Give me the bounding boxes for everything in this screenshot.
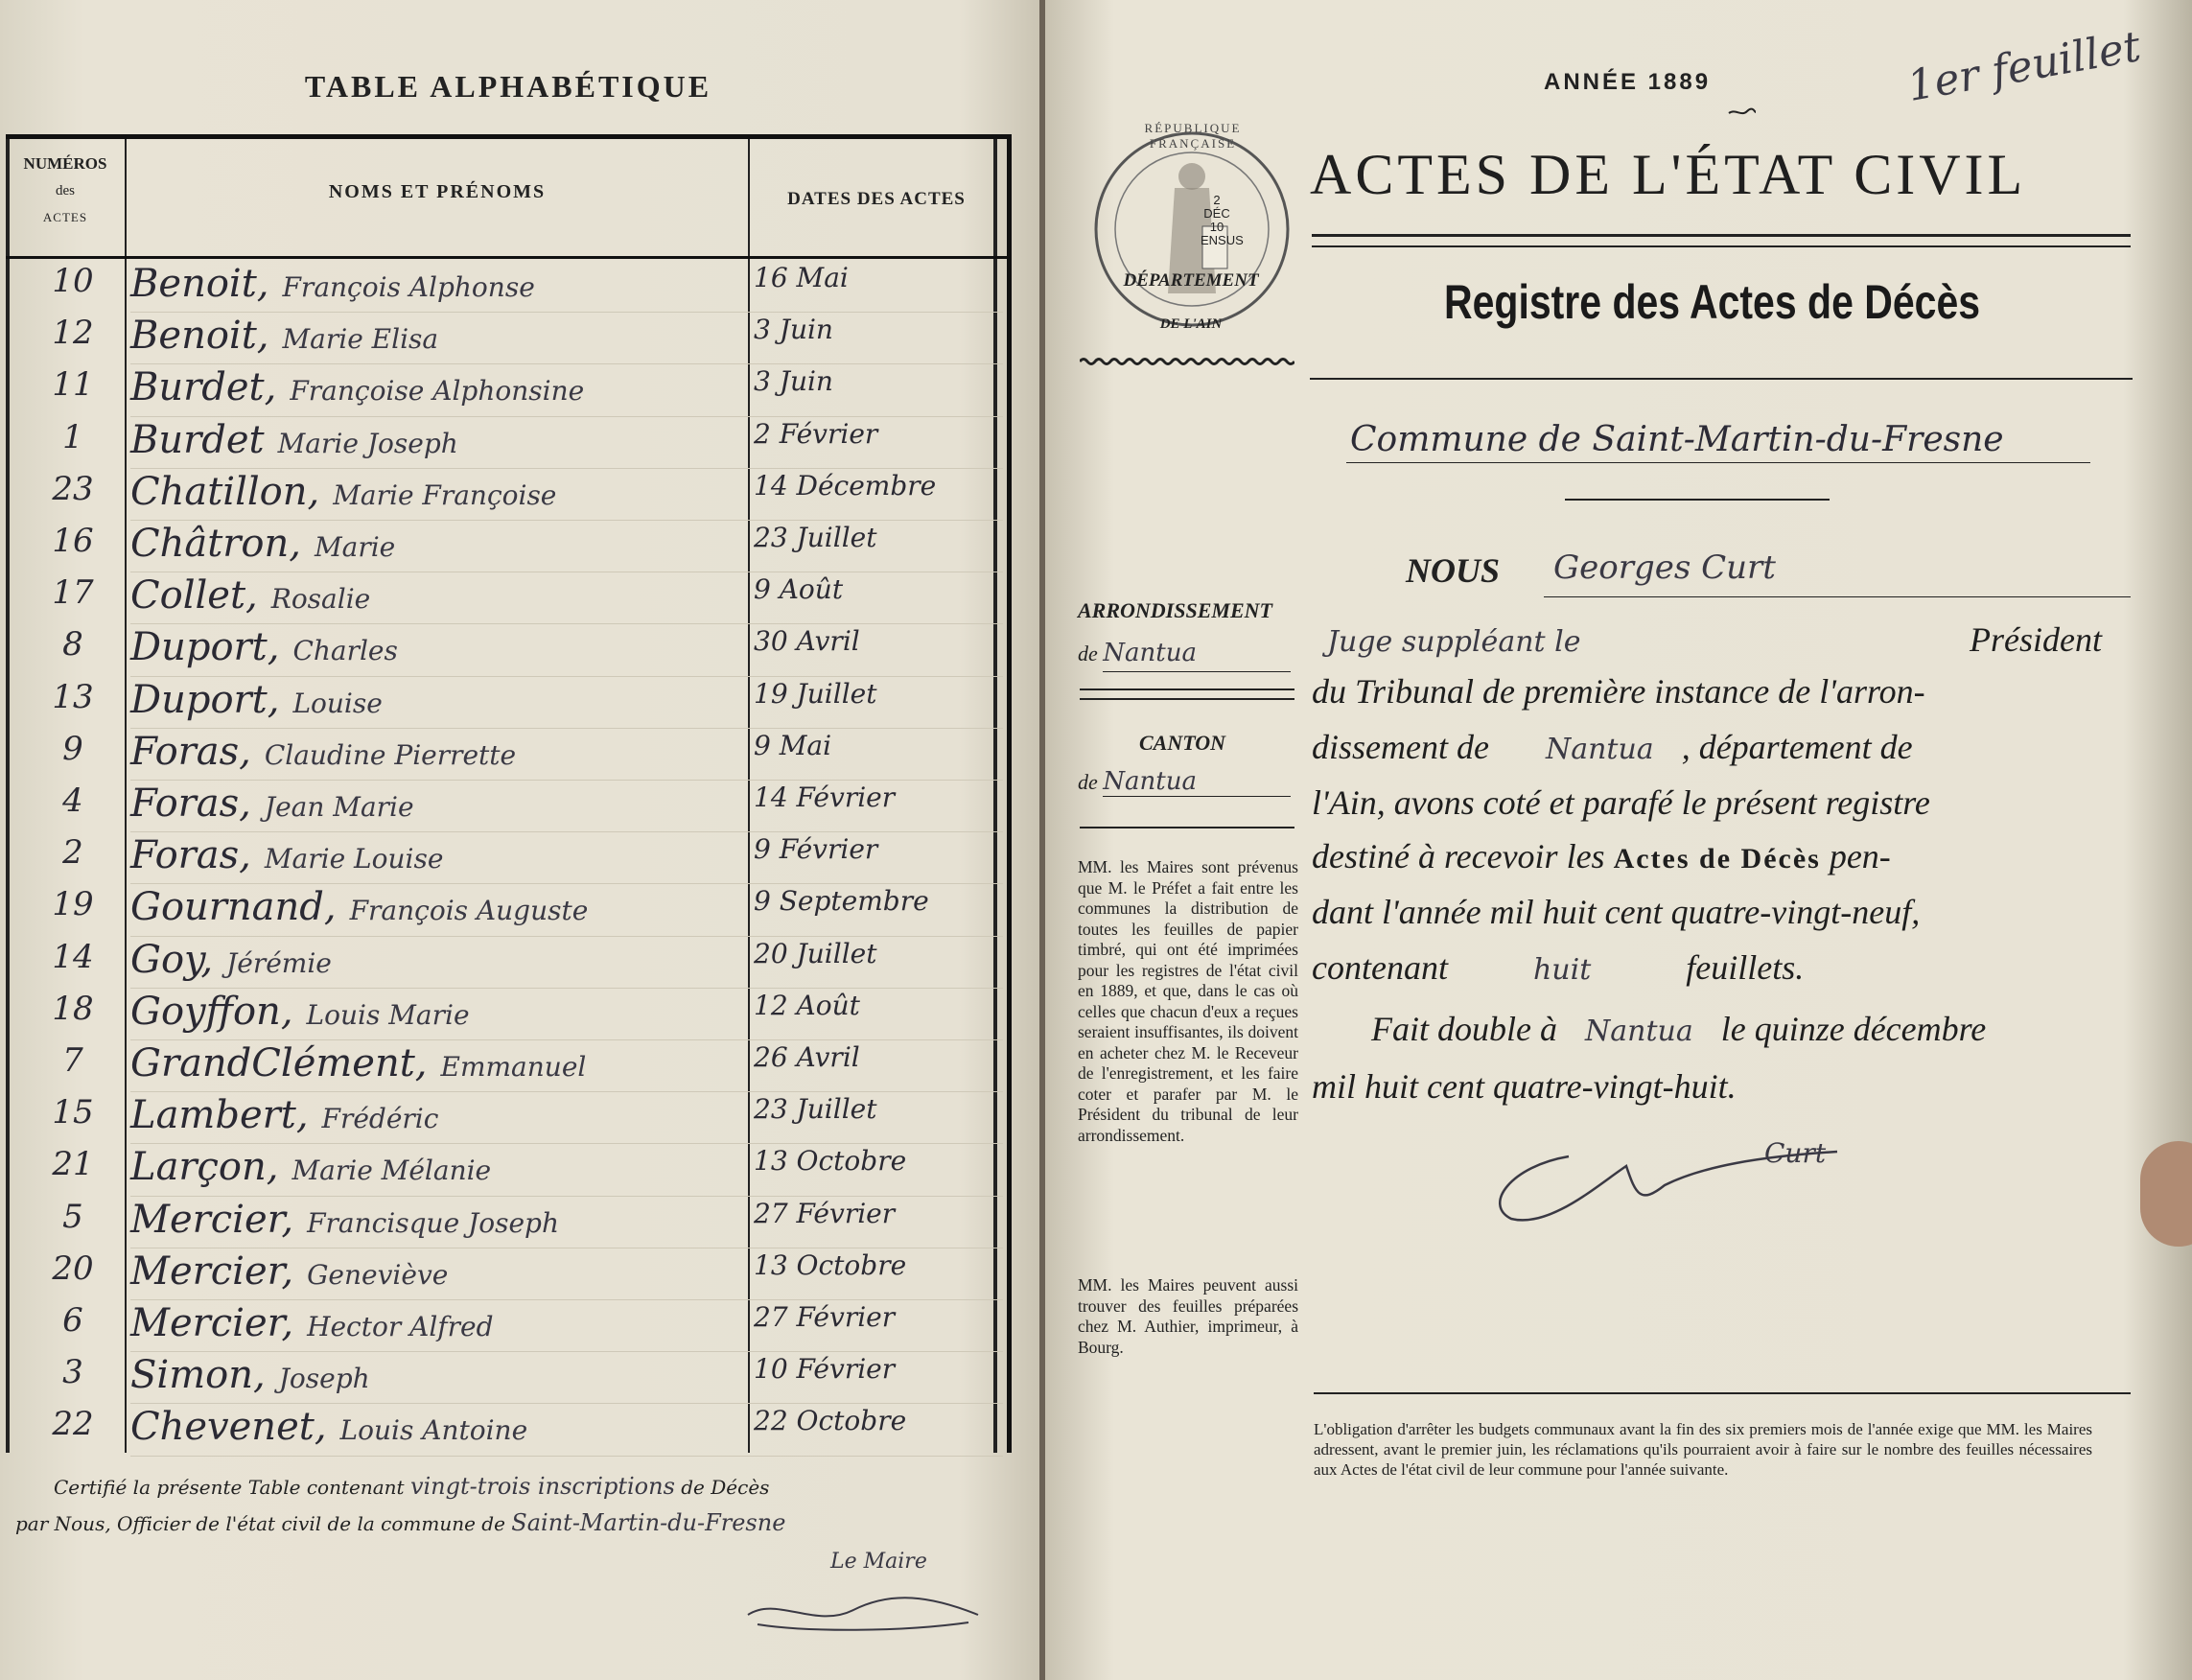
entry-number: 6 xyxy=(62,1301,83,1340)
entry-name xyxy=(130,1249,448,1294)
actes-de-deces-text: Actes de Décès xyxy=(1613,843,1821,875)
juge-handwritten: Juge suppléant le xyxy=(1327,625,1581,659)
row-separator xyxy=(130,883,1003,884)
title-rule-2 xyxy=(1312,245,2131,247)
arrondissement-value-handwritten: Nantua xyxy=(1103,639,1197,667)
entry-given-names: Marie Françoise xyxy=(333,478,557,511)
arrondissement-label: ARRONDISSEMENT xyxy=(1078,598,1272,622)
entry-given-names: Françoise Alphonsine xyxy=(290,375,585,408)
entry-date: 23 Juillet xyxy=(754,1093,877,1126)
entry-given-names: Marie xyxy=(314,531,396,563)
row-separator xyxy=(130,312,1003,313)
entry-name xyxy=(130,678,383,722)
table-row xyxy=(6,470,1003,520)
arrondissement-underline xyxy=(1103,671,1291,672)
header-noms: NOMS ET PRÉNOMS xyxy=(328,181,547,202)
canton-label: CANTON xyxy=(1139,731,1226,755)
cert-text-1: Certifié la présente Table contenant xyxy=(54,1476,405,1499)
entry-given-names: Hector Alfred xyxy=(307,1311,494,1342)
table-row xyxy=(6,938,1003,988)
entry-name xyxy=(130,365,584,409)
entry-surname: Chatillon, xyxy=(130,469,320,514)
row-separator xyxy=(130,1403,1003,1404)
canton-de: de xyxy=(1078,770,1098,794)
entry-given-names: Marie Elisa xyxy=(282,323,439,356)
line7-text-a: contenant xyxy=(1312,948,1448,987)
entry-surname: Benoit, xyxy=(130,314,269,359)
cert-line-2 xyxy=(15,1509,785,1536)
header-dates: DATES DES ACTES xyxy=(787,189,966,209)
entry-number: 8 xyxy=(62,625,83,665)
mayor-signature xyxy=(738,1576,988,1634)
header-numeros-line2: des xyxy=(56,183,75,198)
entry-name xyxy=(130,885,588,929)
entry-given-names: Jean Marie xyxy=(264,791,414,823)
stamp-legend: RÉPUBLIQUE FRANÇAISE xyxy=(1144,121,1242,151)
body-line-5 xyxy=(1312,836,1891,876)
body-line-9: mil huit cent quatre-vingt-huit. xyxy=(1312,1067,1737,1106)
entry-name xyxy=(130,522,395,566)
entry-date: 16 Mai xyxy=(754,262,849,293)
body-line-4: l'Ain, avons coté et parafé le présent registre xyxy=(1312,783,1930,822)
entry-date: 14 Février xyxy=(754,782,896,813)
nous-underline xyxy=(1544,596,2131,597)
entry-surname: Duport, xyxy=(130,625,280,670)
table-row xyxy=(6,522,1003,572)
commune-label: Commune xyxy=(1350,420,1528,459)
entry-surname: Benoit, xyxy=(130,262,269,306)
entry-name xyxy=(130,573,370,618)
entry-given-names: François Auguste xyxy=(349,895,589,927)
entry-number: 11 xyxy=(52,365,94,405)
thumb xyxy=(2140,1141,2192,1247)
table-row xyxy=(6,1301,1003,1351)
header-numeros-line3: ACTES xyxy=(42,210,88,224)
entry-surname: Goyffon, xyxy=(130,989,293,1034)
commune-value-handwritten: de Saint-Martin-du-Fresne xyxy=(1538,420,2004,459)
entry-name xyxy=(130,1405,527,1449)
line5-text-a: destiné à recevoir les xyxy=(1312,837,1605,875)
line3-text-a: dissement de xyxy=(1312,728,1489,766)
feuillets-count-handwritten: huit xyxy=(1532,953,1592,987)
cert-count-handwritten: vingt-trois inscriptions xyxy=(409,1473,675,1500)
entry-name xyxy=(130,833,443,877)
entry-name xyxy=(130,990,470,1034)
entry-date: 23 Juillet xyxy=(754,522,877,553)
president-signature-text: Curt xyxy=(1764,1137,1827,1169)
year-heading: ANNÉE 1889 xyxy=(1544,69,1712,95)
entry-given-names: Louis Marie xyxy=(306,998,470,1031)
entry-number: 23 xyxy=(52,469,94,508)
nous-label: NOUS xyxy=(1406,551,1501,590)
header-rule xyxy=(6,256,1007,259)
commune-rule xyxy=(1565,499,1830,501)
table-row xyxy=(6,1405,1003,1455)
entry-surname: Duport, xyxy=(130,677,280,722)
row-separator xyxy=(130,416,1003,417)
arrondissement-de: de xyxy=(1078,642,1098,665)
entry-date: 14 Décembre xyxy=(754,469,937,502)
table-row xyxy=(6,1093,1003,1143)
body-line-7 xyxy=(1312,947,1804,988)
entry-number: 5 xyxy=(62,1197,83,1236)
row-separator xyxy=(130,520,1003,521)
entry-name xyxy=(130,1041,586,1085)
entry-name xyxy=(130,1198,559,1242)
row-separator xyxy=(130,831,1003,832)
entry-surname: Chevenet, xyxy=(130,1405,327,1450)
row-separator xyxy=(130,623,1003,624)
body-line-6: dant l'année mil huit cent quatre-vingt-neuf, xyxy=(1312,893,1921,931)
entry-given-names: Francisque Joseph xyxy=(307,1206,560,1239)
canton-line xyxy=(1078,767,1197,796)
entry-date: 13 Octobre xyxy=(754,1145,907,1178)
entry-name xyxy=(130,470,556,514)
entry-number: 16 xyxy=(52,522,94,560)
entry-given-names: Rosalie xyxy=(270,583,371,616)
entry-surname: Mercier, xyxy=(130,1248,294,1294)
side-rule-2 xyxy=(1080,698,1294,700)
row-separator xyxy=(130,468,1003,469)
table-row xyxy=(6,990,1003,1039)
departement-name: DE L'AIN xyxy=(1159,316,1223,332)
entry-number: 17 xyxy=(52,573,94,613)
body-line-8 xyxy=(1371,1009,1986,1049)
entry-number: 1 xyxy=(62,417,83,456)
entry-surname: Goy, xyxy=(130,937,214,982)
table-row xyxy=(6,782,1003,831)
entry-date: 13 Octobre xyxy=(754,1248,907,1281)
table-row xyxy=(6,1145,1003,1195)
president-text: Président xyxy=(1970,620,2102,659)
entry-surname: Lambert, xyxy=(130,1093,309,1138)
side-note-feuilles: MM. les Maires peuvent aussi trouver des feuilles préparées chez M. Authier, imprimeur, à Bourg. xyxy=(1078,1275,1298,1357)
entry-date: 9 Mai xyxy=(754,729,832,761)
table-row xyxy=(6,885,1003,935)
footnote-rule xyxy=(1314,1392,2131,1394)
line3-text-b: , département de xyxy=(1681,728,1913,766)
table-title: TABLE ALPHABÉTIQUE xyxy=(304,69,712,104)
row-separator xyxy=(130,676,1003,677)
entry-number: 15 xyxy=(52,1093,94,1132)
line8-text-a: Fait double à xyxy=(1371,1010,1557,1048)
entry-date: 10 Février xyxy=(754,1353,896,1386)
side-rule-3 xyxy=(1080,827,1294,828)
body-line-1 xyxy=(1312,619,2102,660)
line8-text-b: le quinze décembre xyxy=(1720,1010,1987,1048)
canton-underline xyxy=(1103,796,1291,797)
entry-surname: Foras, xyxy=(130,833,251,878)
entry-number: 10 xyxy=(52,262,94,300)
entry-date: 9 Août xyxy=(754,573,844,606)
line5-text-b: pen- xyxy=(1829,837,1891,875)
row-separator xyxy=(130,728,1003,729)
entry-name xyxy=(130,938,332,982)
entry-given-names: Frédéric xyxy=(321,1103,439,1135)
entry-name xyxy=(130,625,398,669)
entry-date: 26 Avril xyxy=(754,1041,860,1073)
entry-date: 27 Février xyxy=(754,1197,896,1229)
table-row xyxy=(6,1198,1003,1248)
line7-text-b: feuillets. xyxy=(1686,948,1805,987)
header-numeros xyxy=(6,151,125,231)
entry-number: 22 xyxy=(52,1405,94,1444)
register-title: Registre des Actes de Décès xyxy=(1444,275,1981,329)
entry-surname: Foras, xyxy=(130,782,251,826)
entry-surname: Larçon, xyxy=(130,1145,279,1190)
cert-commune-handwritten: Saint-Martin-du-Fresne xyxy=(511,1509,786,1536)
entry-number: 21 xyxy=(52,1145,94,1184)
alphabetical-table xyxy=(6,134,1012,1453)
entry-date: 30 Avril xyxy=(754,625,860,658)
entry-given-names: Louise xyxy=(292,687,383,719)
entry-surname: GrandClément, xyxy=(130,1041,428,1085)
entry-surname: Burdet xyxy=(130,417,265,462)
arrondissement-line xyxy=(1078,639,1197,667)
row-separator xyxy=(130,1143,1003,1144)
row-separator xyxy=(130,1299,1003,1300)
title-rule-1 xyxy=(1312,234,2131,237)
entry-date: 27 Février xyxy=(754,1301,896,1333)
year-swash xyxy=(1728,107,1757,117)
entry-number: 9 xyxy=(62,729,83,768)
entry-surname: Châtron, xyxy=(130,522,301,566)
cert-text-2: de Décès xyxy=(681,1476,770,1499)
entry-name xyxy=(130,730,516,774)
side-note-timbre: MM. les Maires sont prévenus que M. le Préfet a fait entre les communes la distribution de toutes les feuilles de papier timbré, qui ont été imprimées pour les registres de l'état civil en 1889, et que, dans le cas où celles que chacun d'eux a reçues seraient insuffisantes, ils doivent en acheter chez M. le Receveur de l'enregistrement, et les faire coter et parafer par M. le Président du tribunal de leur arrondissement. xyxy=(1078,857,1298,1145)
entry-given-names: Charles xyxy=(292,635,398,667)
entry-date: 9 Février xyxy=(754,833,878,866)
entry-name xyxy=(130,418,458,462)
entry-date: 2 Février xyxy=(754,417,878,450)
entry-surname: Simon, xyxy=(130,1353,266,1398)
entry-surname: Mercier, xyxy=(130,1301,294,1345)
entry-given-names: Louis Antoine xyxy=(339,1414,528,1447)
corner-note-handwritten: 1er feuillet xyxy=(1903,22,2145,111)
body-line-2: du Tribunal de première instance de l'arron- xyxy=(1312,672,1925,711)
entry-given-names: Geneviève xyxy=(307,1258,449,1291)
commune-line xyxy=(1350,420,2004,459)
entry-name xyxy=(130,782,414,826)
entry-given-names: Emmanuel xyxy=(440,1051,587,1083)
canton-value-handwritten: Nantua xyxy=(1103,767,1197,796)
entry-name xyxy=(130,1301,494,1345)
entry-surname: Foras, xyxy=(130,729,251,774)
entry-number: 13 xyxy=(52,677,94,716)
body-line-3 xyxy=(1312,727,1913,767)
main-title: ACTES DE L'ÉTAT CIVIL xyxy=(1310,143,2027,206)
entry-date: 12 Août xyxy=(754,989,860,1021)
table-row xyxy=(6,1249,1003,1299)
entry-number: 18 xyxy=(52,989,94,1028)
entry-date: 3 Juin xyxy=(754,365,833,398)
entry-surname: Burdet, xyxy=(130,365,277,410)
row-separator xyxy=(130,1039,1003,1040)
entry-name xyxy=(130,262,535,306)
cert-maire: Le Maire xyxy=(830,1550,927,1574)
entry-name xyxy=(130,314,438,358)
entry-given-names: Marie Louise xyxy=(264,843,444,875)
table-row xyxy=(6,1353,1003,1403)
row-separator xyxy=(130,780,1003,781)
entry-name xyxy=(130,1353,370,1397)
entry-number: 2 xyxy=(62,833,83,873)
table-row xyxy=(6,833,1003,883)
entry-date: 9 Septembre xyxy=(754,885,929,918)
side-rule-1 xyxy=(1080,688,1294,690)
row-separator xyxy=(130,1091,1003,1092)
table-row xyxy=(6,365,1003,415)
entry-given-names: Marie Mélanie xyxy=(291,1155,492,1187)
left-page xyxy=(0,0,1043,1680)
cert-text-3: par Nous, Officier de l'état civil de la commune de xyxy=(15,1512,505,1535)
entry-given-names: Marie Joseph xyxy=(277,427,458,459)
table-row xyxy=(6,625,1003,675)
table-row xyxy=(6,418,1003,468)
place-handwritten: Nantua xyxy=(1584,1015,1693,1048)
stamp-value: 2 DÉC 10 ENSUS xyxy=(1201,193,1244,247)
header-numeros-line1: NUMÉROS xyxy=(23,154,107,173)
register-rule xyxy=(1310,378,2133,380)
row-separator xyxy=(130,363,1003,364)
entry-date: 20 Juillet xyxy=(754,937,877,969)
row-separator xyxy=(130,1196,1003,1197)
table-row xyxy=(6,573,1003,623)
departement-label: DÉPARTEMENT xyxy=(1123,270,1259,291)
row-separator xyxy=(130,988,1003,989)
entry-given-names: Joseph xyxy=(278,1363,370,1395)
table-row xyxy=(6,730,1003,780)
nous-value-handwritten: Georges Curt xyxy=(1553,548,1776,587)
tax-stamp-seal xyxy=(1093,130,1291,328)
table-row xyxy=(6,262,1003,312)
entry-number: 12 xyxy=(52,314,94,353)
entry-name xyxy=(130,1145,491,1189)
entry-number: 3 xyxy=(62,1353,83,1392)
entry-number: 20 xyxy=(52,1248,94,1288)
entry-date: 3 Juin xyxy=(754,314,833,346)
entry-given-names: Claudine Pierrette xyxy=(264,738,517,771)
table-row xyxy=(6,314,1003,363)
entry-number: 4 xyxy=(62,782,83,820)
entry-surname: Collet, xyxy=(130,573,258,618)
entry-number: 14 xyxy=(52,937,94,976)
row-separator xyxy=(130,1456,1003,1457)
decorative-border xyxy=(1080,357,1294,366)
entry-given-names: Jérémie xyxy=(226,946,332,979)
row-separator xyxy=(130,936,1003,937)
entry-surname: Gournand, xyxy=(130,885,337,930)
entry-number: 7 xyxy=(62,1041,83,1080)
cert-line-1 xyxy=(54,1473,769,1500)
entry-surname: Mercier, xyxy=(130,1197,294,1242)
entry-number: 19 xyxy=(52,885,94,924)
entry-name xyxy=(130,1093,438,1137)
table-row xyxy=(6,1041,1003,1091)
row-separator xyxy=(130,1351,1003,1352)
entry-date: 22 Octobre xyxy=(754,1405,907,1437)
entry-given-names: François Alphonse xyxy=(282,271,535,303)
entry-date: 19 Juillet xyxy=(754,677,877,710)
arrondissement-handwritten: Nantua xyxy=(1545,733,1654,766)
commune-underline xyxy=(1346,462,2090,463)
table-row xyxy=(6,678,1003,728)
footnote: L'obligation d'arrêter les budgets communaux avant la fin des six premiers mois de l'année exige que MM. les Maires adressent, avant le premier juin, les réclamations qu'ils pourraient avoir à faire sur le nombre des feuilles nécessaires aux Actes de l'état civil de leur commune pour l'année suivante. xyxy=(1314,1420,2092,1479)
